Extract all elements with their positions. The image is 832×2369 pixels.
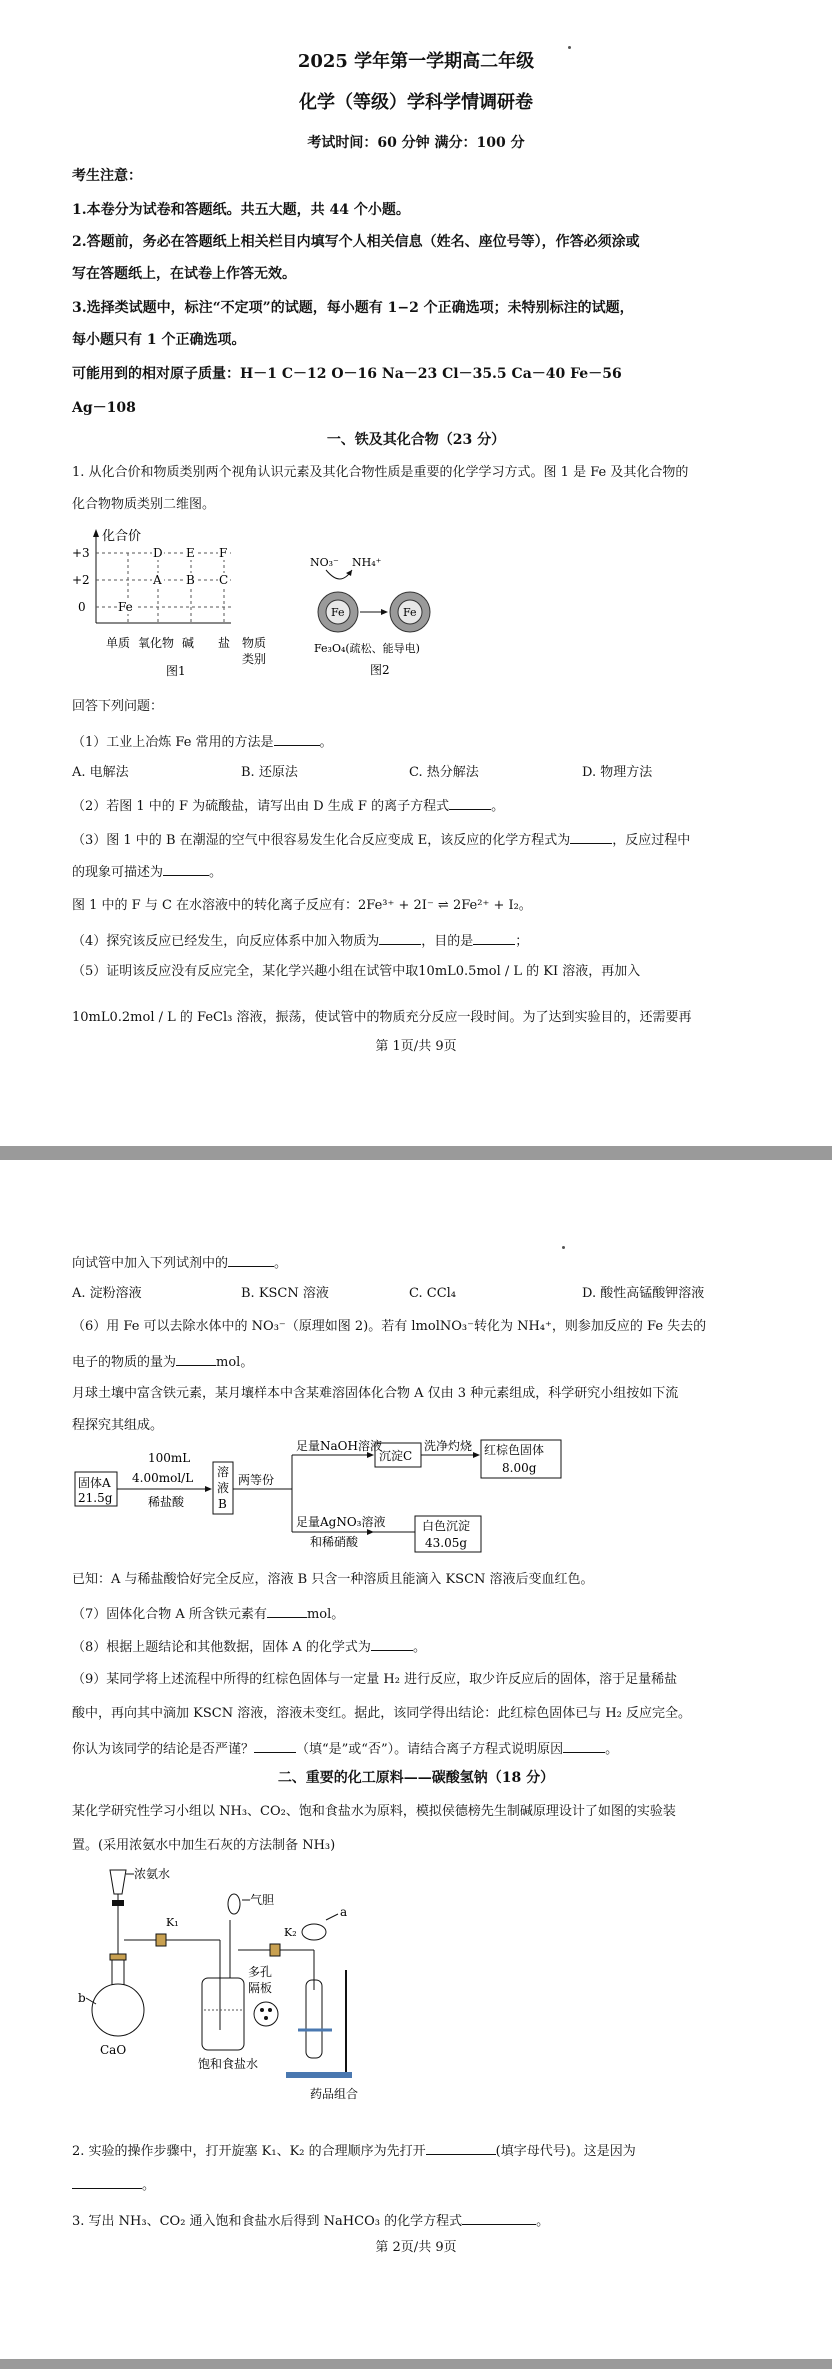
question-5b: 10mL0.2mol / L 的 FeCl₃ 溶液，振荡，使试管中的物质充分反应一段时间。为了达到实验目的，还需要再 <box>72 1010 692 1025</box>
q-intro-b: 化合物物质类别二维图。 <box>72 497 216 512</box>
page-footer: 第 1页/共 9页 <box>375 1039 457 1054</box>
fig2-fe3o4-label: Fe₃O₄(疏松、能导电) <box>314 642 420 655</box>
fig1-point-f: F <box>219 546 228 560</box>
flow-split: 两等份 <box>238 1473 275 1487</box>
label-k1: K₁ <box>166 1916 179 1929</box>
question-7: （7）固体化合物 A 所含铁元素有 mol。 <box>72 1603 344 1625</box>
fig1-xtick: 碱 <box>182 636 195 650</box>
moon-intro-a: 月球土壤中富含铁元素，某月壤样本中含某难溶固体化合物 A 仅由 3 种元素组成，科学研究小组按如下流 <box>72 1386 679 1401</box>
fig2-caption: 图2 <box>370 663 390 677</box>
fig1-point-d: D <box>153 546 163 560</box>
answer-blank[interactable] <box>379 930 421 945</box>
known-condition: 已知：A 与稀盐酸恰好完全反应，溶液 B 只含一种溶质且能滴入 KSCN 溶液后变血红色。 <box>72 1572 594 1587</box>
flow-agno3: 足量AgNO₃溶液 <box>296 1515 386 1529</box>
atomic-mass-line-b: Ag－108 <box>72 400 136 416</box>
answer-blank[interactable] <box>254 1738 296 1753</box>
notice-2a: 2.答题前，务必在答题纸上相关栏目内填写个人相关信息（姓名、座位号等），作答必须涂或 <box>72 234 640 250</box>
label-ammonia: 浓氨水 <box>134 1867 171 1881</box>
answer-blank[interactable] <box>426 2140 496 2155</box>
q1-option-d[interactable]: D. 物理方法 <box>582 765 653 780</box>
answer-blank[interactable] <box>72 2174 142 2189</box>
question-8: （8）根据上题结论和其他数据，固体 A 的化学式为 。 <box>72 1636 426 1658</box>
flow-white-ppt: 白色沉淀 <box>422 1519 471 1533</box>
answer-blank[interactable] <box>371 1636 413 1651</box>
fig1-xtick: 物质 <box>242 636 267 650</box>
q1-option-c[interactable]: C. 热分解法 <box>409 765 479 780</box>
exam-subtitle: 化学（等级）学科学情调研卷 <box>299 92 533 113</box>
q5-option-c[interactable]: C. CCl₄ <box>409 1286 457 1301</box>
question-9c: 你认为该同学的结论是否严谨？ （填“是”或“否”）。请结合离子方程式说明原因 。 <box>72 1738 618 1760</box>
page-1 <box>0 0 832 1146</box>
notice-title: 考生注意： <box>72 168 142 184</box>
answer-prompt: 回答下列问题： <box>72 699 164 714</box>
fig2-fe-left: Fe <box>331 606 345 619</box>
label-porous-2: 隔板 <box>248 1981 273 1995</box>
q1-option-a[interactable]: A. 电解法 <box>72 765 129 780</box>
section2-intro-a: 某化学研究性学习小组以 NH₃、CO₂、饱和食盐水为原料，模拟侯德榜先生制碱原理设计了如图的实验装 <box>72 1804 676 1819</box>
fig1-ylabel: 化合价 <box>102 529 142 544</box>
section2-intro-b: 置。(采用浓氨水中加生石灰的方法制备 NH₃) <box>72 1838 336 1853</box>
section2-title: 二、重要的化工原料——碳酸氢钠（18 分） <box>277 1770 555 1786</box>
fig1-xtick: 氧化物 <box>138 636 175 650</box>
notice-2b: 写在答题纸上，在试卷上作答无效。 <box>72 266 296 282</box>
question-1: （1）工业上冶炼 Fe 常用的方法是 。 <box>72 731 333 753</box>
question-9a: （9）某同学将上述流程中所得的红棕色固体与一定量 H₂ 进行反应，取少许反应后的固体，溶于足量稀盐 <box>72 1672 678 1687</box>
fig1-ytick: +2 <box>72 573 90 587</box>
fig1-xtick: 单质 <box>106 636 131 650</box>
fig1-point-e: E <box>186 546 195 560</box>
q1-option-b[interactable]: B. 还原法 <box>241 765 298 780</box>
label-brine: 饱和食盐水 <box>198 2057 259 2071</box>
atomic-mass-line-a: 可能用到的相对原子质量：H－1 C－12 O－16 Na－23 Cl－35.5 Ca－40 Fe－56 <box>72 366 622 382</box>
scan-speck <box>562 1246 565 1249</box>
answer-blank[interactable] <box>570 829 612 844</box>
fig2-fe-right: Fe <box>403 606 417 619</box>
q5-option-d[interactable]: D. 酸性高锰酸钾溶液 <box>582 1286 705 1301</box>
page-2 <box>0 1160 832 2359</box>
exam-info: 考试时间：60 分钟 满分：100 分 <box>307 135 525 151</box>
figure-1-diagram <box>66 525 286 685</box>
label-b: b <box>78 1991 86 2005</box>
q5-continued: 向试管中加入下列试剂中的 。 <box>72 1252 287 1274</box>
label-reagents: 药品组合 <box>310 2087 359 2101</box>
question-3b: 的现象可描述为 。 <box>72 861 222 883</box>
notice-3a: 3.选择类试题中，标注“不定项”的试题，每小题有 1−2 个正确选项；未特别标注的试题， <box>72 300 634 316</box>
flow-reagent-2: 4.00mol/L <box>132 1471 194 1485</box>
fig1-point-c: C <box>219 573 229 587</box>
flow-red-solid: 红棕色固体 <box>484 1443 545 1457</box>
figure-2-diagram <box>300 548 470 683</box>
flow-red-mass: 8.00g <box>502 1461 537 1475</box>
q5-option-b[interactable]: B. KSCN 溶液 <box>241 1286 329 1301</box>
section1-title: 一、铁及其化合物（23 分） <box>326 432 506 448</box>
flow-solution-b: 液 <box>217 1481 230 1495</box>
answer-blank[interactable] <box>563 1738 605 1753</box>
question-2: （2）若图 1 中的 F 为硫酸盐，请写出由 D 生成 F 的离子方程式 。 <box>72 795 504 817</box>
question-3a: （3）图 1 中的 B 在潮湿的空气中很容易发生化合反应变成 E，该反应的化学方程式为 ，反应过程中 <box>72 829 690 851</box>
apparatus-diagram <box>70 1860 400 2101</box>
fig2-nh4: NH₄⁺ <box>352 556 382 569</box>
s2-question-2a: 2. 实验的操作步骤中，打开旋塞 K₁、K₂ 的合理顺序为先打开 (填字母代号)。这是因为 <box>72 2140 636 2162</box>
fig1-caption: 图1 <box>166 664 186 678</box>
fig1-point-a: A <box>153 573 162 587</box>
question-9b: 酸中，再向其中滴加 KSCN 溶液，溶液未变红。据此，该同学得出结论：此红棕色固体已与 H₂ 反应完全。 <box>72 1706 692 1721</box>
flow-reagent-3: 稀盐酸 <box>148 1495 185 1509</box>
moon-intro-b: 程探究其组成。 <box>72 1418 164 1433</box>
fig1-point-b: B <box>186 573 195 587</box>
flow-chart <box>70 1439 670 1552</box>
q-intro-a: 1. 从化合价和物质类别两个视角认识元素及其化合物性质是重要的化学学习方式。图 1 是 Fe 及其化合物的 <box>72 465 689 480</box>
answer-blank[interactable] <box>462 2210 536 2225</box>
notice-3b: 每小题只有 1 个正确选项。 <box>72 332 246 348</box>
flow-wash: 洗净灼烧 <box>424 1439 473 1453</box>
s2-question-2b: 。 <box>72 2174 155 2196</box>
q5-option-a[interactable]: A. 淀粉溶液 <box>72 1286 142 1301</box>
flow-solution-b: B <box>218 1497 227 1511</box>
answer-blank[interactable] <box>267 1603 307 1618</box>
s2-question-3: 3. 写出 NH₃、CO₂ 通入饱和食盐水后得到 NaHCO₃ 的化学方程式 。 <box>72 2210 549 2232</box>
question-4: （4）探究该反应已经发生，向反应体系中加入物质为 ，目的是 ； <box>72 930 528 952</box>
flow-solid-a: 固体A <box>78 1476 111 1490</box>
flow-white-mass: 43.05g <box>425 1536 468 1550</box>
fig2-no3: NO₃⁻ <box>310 556 339 569</box>
answer-blank[interactable] <box>274 731 320 746</box>
fig1-point-fe: Fe <box>118 600 133 614</box>
label-cao: CaO <box>100 2043 127 2057</box>
fig1-ytick: +3 <box>72 546 90 560</box>
label-a: a <box>340 1905 348 1919</box>
notice-1: 1.本卷分为试卷和答题纸。共五大题，共 44 个小题。 <box>72 202 410 218</box>
fig1-ytick: 0 <box>78 600 86 614</box>
label-porous-1: 多孔 <box>248 1965 273 1979</box>
fig1-xlabel: 类别 <box>242 652 267 666</box>
label-k2: K₂ <box>284 1926 297 1939</box>
flow-reagent-1: 100mL <box>148 1451 191 1465</box>
flow-solution-b: 溶 <box>217 1465 230 1479</box>
flow-naoh: 足量NaOH溶液 <box>296 1439 382 1453</box>
answer-blank[interactable] <box>228 1252 274 1267</box>
answer-blank[interactable] <box>449 795 491 810</box>
label-bladder: 气胆 <box>250 1893 275 1907</box>
page-footer: 第 2页/共 9页 <box>375 2240 457 2255</box>
flow-solid-a-mass: 21.5g <box>78 1491 113 1505</box>
flow-hno3: 和稀硝酸 <box>310 1535 359 1549</box>
flow-precipitate-c: 沉淀C <box>379 1449 413 1463</box>
answer-blank[interactable] <box>176 1351 216 1366</box>
exam-title: 2025 学年第一学期高二年级 <box>297 51 535 72</box>
question-5a: （5）证明该反应没有反应完全，某化学兴趣小组在试管中取10mL0.5mol / L 的 KI 溶液，再加入 <box>72 964 641 979</box>
question-6a: （6）用 Fe 可以去除水体中的 NO₃⁻（原理如图 2)。若有 lmolNO₃⁻转化为 NH₄⁺，则参加反应的 Fe 失去的 <box>72 1319 707 1334</box>
answer-blank[interactable] <box>473 930 515 945</box>
reaction-line: 图 1 中的 F 与 C 在水溶液中的转化离子反应有：2Fe³⁺ + 2I⁻ ⇌ 2Fe²⁺ + I₂。 <box>72 898 532 913</box>
answer-blank[interactable] <box>163 861 209 876</box>
fig1-xtick: 盐 <box>218 636 231 650</box>
question-6b: 电子的物质的量为 mol。 <box>72 1351 253 1373</box>
scan-speck <box>568 46 571 49</box>
